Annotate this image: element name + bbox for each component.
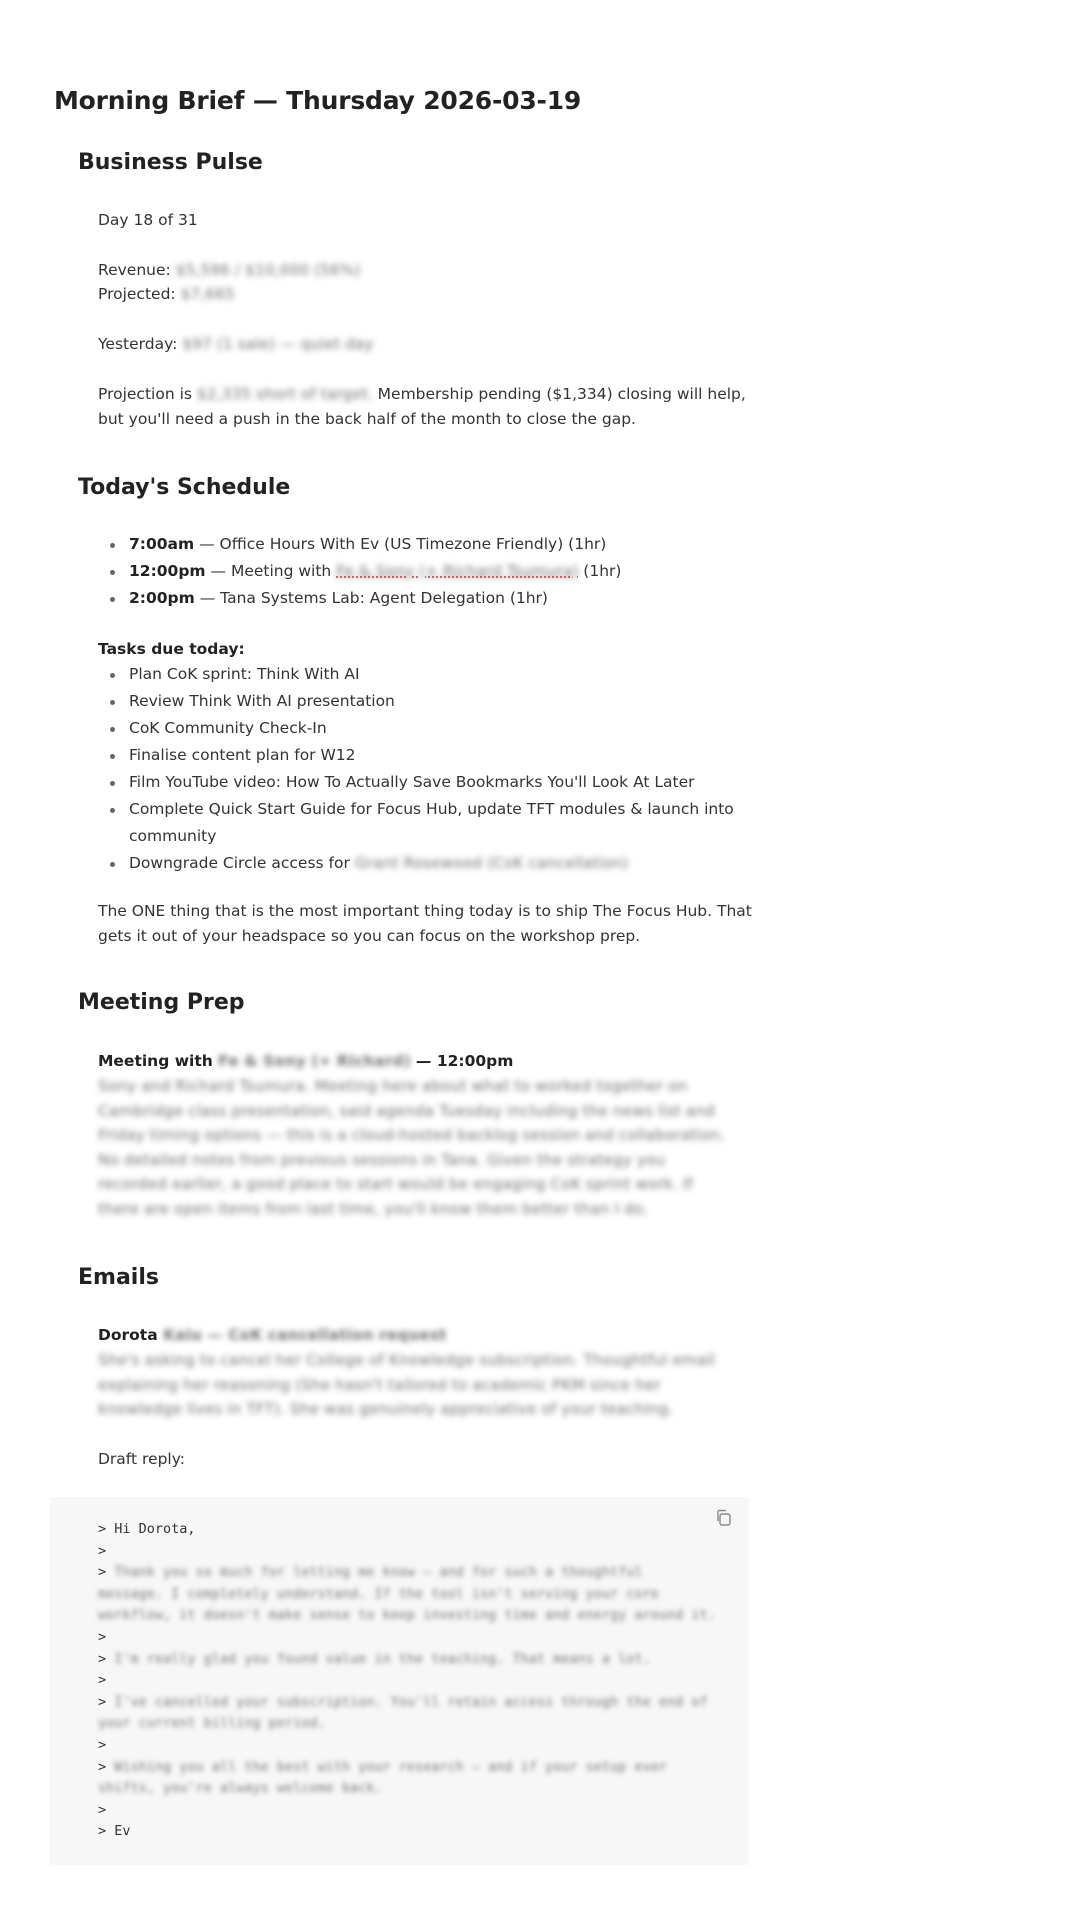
projected-label: Projected: [98,285,176,303]
reply-line: > Ev [98,1823,131,1840]
schedule-text: — Tana Systems Lab: Agent Delegation (1hr) [194,589,548,607]
reply-line: > [98,1564,115,1581]
revenue-value: $5,596 / $10,000 (56%) [175,261,361,279]
task-item: Complete Quick Start Guide for Focus Hub, update TFT modules & launch into community [98,796,818,850]
projection-paragraph [98,382,758,431]
schedule-text: — Office Hours With Ev (US Timezone Friendly) (1hr) [194,535,607,553]
schedule-item [98,531,818,558]
schedule-text: — Meeting with [205,562,337,580]
email-subject [98,1323,758,1348]
projected-value: $7,665 [180,285,235,303]
page-title: Morning Brief — Thursday 2026-03-19 [54,86,582,115]
task-item [98,850,818,877]
task-prefix: Downgrade Circle access for [129,854,355,872]
revenue-label: Revenue: [98,261,171,279]
email-summary: She's asking to cancel her College of Knowledge subscription. Thoughtful email explaining her reasoning (She hasn't tailored to academic PKM since her knowledge lives in TFT). She was genuinely appreciative of your teaching. [98,1351,715,1418]
reply-line: > [98,1628,107,1645]
revenue-line [98,258,758,283]
projected-line [98,282,758,307]
reply-line: > [98,1758,115,1775]
reply-line: > [98,1801,107,1818]
reply-line-blurred: your current billing period. [98,1715,326,1732]
meeting-prep-heading: Meeting Prep [78,990,245,1015]
schedule-list [98,531,818,612]
reply-line: > [98,1542,107,1559]
schedule-item [98,558,818,585]
emails-heading: Emails [78,1265,159,1290]
draft-reply-label: Draft reply: [98,1450,185,1468]
reply-line: > [98,1672,107,1689]
meeting-notes: Sony and Richard Tsumura. Meeting here about what to worked together on Cambridge class presentation, said agenda Tuesday including the news list and Friday timing options — this is a cloud-hosted backlog session and collaboration. No detailed notes from previous sessions in Tana. Given the strategy you recorded earlier, a good place to start would be engaging CoK sprint work. If there are open items from last time, you'll know them better than I do. [98,1077,725,1218]
email-subject-blurred: Kaiu — CoK cancellation request [157,1326,447,1344]
reply-line-blurred: Wishing you all the best with your research — and if your setup ever [114,1758,667,1775]
schedule-item [98,585,818,612]
meeting-title [98,1049,758,1074]
yesterday-line [98,332,758,357]
task-blurred-name: Grant Rosewood (CoK cancellation) [354,854,629,872]
schedule-time: 2:00pm [129,589,195,607]
tasks-label: Tasks due today: [98,640,245,658]
meeting-title-names: Fe & Sony (+ Richard) [218,1052,411,1070]
task-item: CoK Community Check-In [98,715,818,742]
reply-line-blurred: I'm really glad you found value in the teaching. That means a lot. [114,1650,651,1667]
day-counter: Day 18 of 31 [98,211,198,229]
meeting-title-prefix: Meeting with [98,1052,219,1070]
task-item: Review Think With AI presentation [98,688,818,715]
copy-icon[interactable] [713,1507,735,1529]
reply-line-blurred: shifts, you're always welcome back. [98,1780,383,1797]
reply-line-blurred: message. I completely understand. If the tool isn't serving your core [98,1585,659,1602]
task-item: Film YouTube video: How To Actually Save Bookmarks You'll Look At Later [98,769,818,796]
reply-line-blurred: I've cancelled your subscription. You'll retain access through the end of [114,1693,708,1710]
yesterday-value: $97 (1 sale) — quiet day [182,335,374,353]
task-item: Finalise content plan for W12 [98,742,818,769]
schedule-heading: Today's Schedule [78,475,291,500]
meeting-title-time: — 12:00pm [410,1052,514,1070]
meeting-attendees: Fe & Sony (+ Richard Tsumura) [336,562,579,580]
reply-line: > [98,1650,115,1667]
schedule-time: 7:00am [129,535,195,553]
reply-line-blurred: Thank you so much for letting me know — and for such a thoughtful [114,1564,643,1581]
tasks-list [98,661,818,877]
business-pulse-heading: Business Pulse [78,150,263,175]
projection-prefix: Projection is [98,385,197,403]
email-from-name: Dorota [98,1326,158,1344]
reply-line-blurred: workflow, it doesn't make sense to keep investing time and energy around it. [98,1607,716,1624]
draft-reply-codeblock [50,1497,749,1865]
yesterday-label: Yesterday: [98,335,178,353]
projection-rest: Membership pending ($1,334) closing will help, but you'll need a push in the back half of the month to close the gap. [98,385,746,428]
schedule-time: 12:00pm [129,562,206,580]
reply-line: > Hi Dorota, [98,1521,196,1537]
draft-reply-text [98,1519,716,1843]
task-item: Plan CoK sprint: Think With AI [98,661,818,688]
schedule-suffix: (1hr) [578,562,622,580]
one-thing-paragraph: The ONE thing that is the most important thing today is to ship The Focus Hub. That gets it out of your headspace so you can focus on the workshop prep. [98,902,752,945]
projection-shortfall: $2,335 short of target. [196,385,373,403]
reply-line: > [98,1693,115,1710]
reply-line: > [98,1736,107,1753]
